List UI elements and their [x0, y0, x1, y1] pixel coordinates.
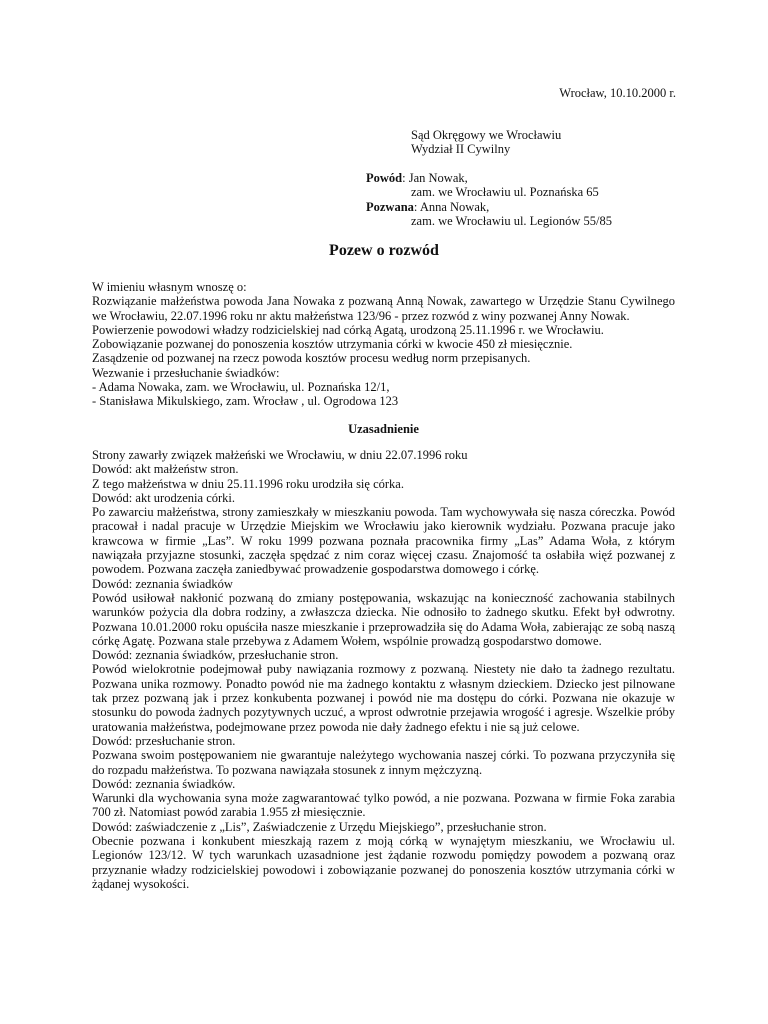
document-title: Pozew o rozwód — [329, 242, 439, 259]
witness-item: - Stanisława Mikulskiego, zam. Wrocław , ul. Ogrodowa 123 — [92, 394, 399, 409]
parties-block — [366, 171, 612, 228]
justification-paragraph: Po zawarciu małżeństwa, strony zamieszkały w mieszkaniu powoda. Tam wychowywała się nasza córeczka. Powód pracował i nadal pracuje w Urzędzie Miejskim we Wrocławiu jako kierownik wydziału. Pozwana pracuje jako krawcowa w firmie „Las”. W roku 1999 pozwana poznała pracownika firmy „Las” Adama Woła, z którym nawiązała przyjazne stosunki, zaczęła spędzać z nim coraz więcej czasu. Znajomość ta osłabiła więź pozwanej z powodem. Pozwana zaczęła zaniedbywać prowadzenie gospodarstwa domowego i córkę. — [92, 505, 675, 577]
defendant-address: zam. we Wrocławiu ul. Legionów 55/85 — [411, 213, 612, 228]
claim-paragraph: Zobowiązanie pozwanej do ponoszenia kosztów utrzymania córki w kwocie 450 zł miesięcznie. — [92, 337, 573, 352]
document-body — [92, 280, 675, 891]
justification-paragraph: Warunki dla wychowania syna może zagwarantować tylko powód, a nie pozwana. Pozwana w firmie Foka zarabia 700 zł. Natomiast powód zarabia 1.955 zł miesięcznie. — [92, 791, 675, 820]
document-date: Wrocław, 10.10.2000 r. — [559, 86, 676, 100]
justification-paragraph: Dowód: zeznania świadków, przesłuchanie stron. — [92, 648, 339, 663]
justification-paragraph: Dowód: akt małżeństw stron. — [92, 462, 239, 477]
defendant-name: : Anna Nowak, — [413, 199, 490, 214]
court-address — [411, 128, 561, 157]
court-name: Sąd Okręgowy we Wrocławiu — [411, 128, 562, 142]
justification-paragraph: Powód usiłował nakłonić pozwaną do zmiany postępowania, wskazując na konieczność zachowania stabilnych warunków pożycia dla dobra rodziny, a zwłaszcza dziecka. Nie odnosiło to żadnego skutku. Efekt był odwrotny. Pozwana 10.01.2000 roku opuściła nasze mieszkanie i przeprowadziła się do Adama Woła, zabierając ze sobą naszą córkę Agatę. Pozwana stale przebywa z Adamem Wołem, wspólnie prowadzą gospodarstwo domowe. — [92, 590, 675, 648]
justification-paragraph: Dowód: przesłuchanie stron. — [92, 733, 236, 748]
court-division: Wydział II Cywilny — [411, 142, 511, 157]
justification-paragraph: Pozwana swoim postępowaniem nie gwarantuje należytego wychowania naszej córki. To pozwana przyczyniła się do rozpadu małżeństwa. To pozwana nawiązała stosunek z innym mężczyzną. — [92, 748, 675, 777]
claim-paragraph: Powierzenie powodowi władzy rodzicielskiej nad córką Agatą, urodzoną 25.11.1996 r. we Wrocławiu. — [92, 322, 604, 337]
claim-paragraph: Zasądzenie od pozwanej na rzecz powoda kosztów procesu według norm przepisanych. — [92, 351, 531, 366]
justification-paragraph: Obecnie pozwana i konkubent mieszkają razem z moją córką w wynajętym mieszkaniu, we Wrocławiu ul. Legionów 123/12. W tych warunkach uzasadnione jest żądanie rozwodu pomiędzy powodem a pozwaną oraz przyznanie władzy rodzicielskiej powodowi i zobowiązanie pozwanej do ponoszenia kosztów utrzymania córki w żądanej wysokości. — [92, 833, 675, 891]
plaintiff-name: : Jan Nowak, — [402, 171, 468, 185]
justification-paragraph: Z tego małżeństwa w dniu 25.11.1996 roku urodziła się córka. — [92, 476, 404, 491]
claim-paragraph: Wezwanie i przesłuchanie świadków: — [92, 365, 280, 380]
justification-paragraph: Powód wielokrotnie podejmował puby nawiązania rozmowy z pozwaną. Niestety nie dało ta żadnego rezultatu. Pozwana unika rozmowy. Ponadto powód nie ma żadnego kontaktu z własnym dzieckiem. Dziecko jest pilnowane tak przez pozwaną jak i przez konkubenta pozwanej i powód nie ma dostępu do córki. Pozwana nie okazuje w stosunku do powoda żadnych pozytywnych uczuć, a wprost odwrotnie przejawia wrogość i agresje. Wszelkie próby uratowania małżeństwa, podejmowane przez powoda nie dały żadnego efektu i nie są już celowe. — [92, 662, 675, 734]
witness-item: - Adama Nowaka, zam. we Wrocławiu, ul. Poznańska 12/1, — [92, 380, 390, 395]
justification-paragraph: Dowód: akt urodzenia córki. — [92, 490, 236, 505]
justification-paragraph: Dowód: zaświadczenie z „Lis”, Zaświadczenie z Urzędu Miejskiego”, przesłuchanie stron. — [92, 819, 547, 834]
justification-paragraph: Dowód: zeznania świadków. — [92, 776, 236, 791]
justification-paragraph: Strony zawarły związek małżeński we Wrocławiu, w dniu 22.07.1996 roku — [92, 447, 468, 462]
claim-paragraph: Rozwiązanie małżeństwa powoda Jana Nowaka z pozwaną Anną Nowak, zawartego w Urzędzie Stanu Cywilnego we Wrocławiu, 22.07.1996 roku nr aktu małżeństwa 123/96 - przez rozwód z winy pozwanej Anny Nowak. — [92, 294, 675, 323]
plaintiff-line — [366, 171, 612, 185]
plaintiff-label: Powód — [366, 171, 403, 185]
justification-paragraph: Dowód: zeznania świadków — [92, 576, 233, 591]
justification-heading: Uzasadnienie — [348, 421, 419, 436]
plaintiff-address: zam. we Wrocławiu ul. Poznańska 65 — [411, 185, 599, 200]
defendant-line — [366, 200, 612, 214]
defendant-label: Pozwana — [366, 199, 414, 214]
claim-paragraph: W imieniu własnym wnoszę o: — [92, 280, 247, 294]
